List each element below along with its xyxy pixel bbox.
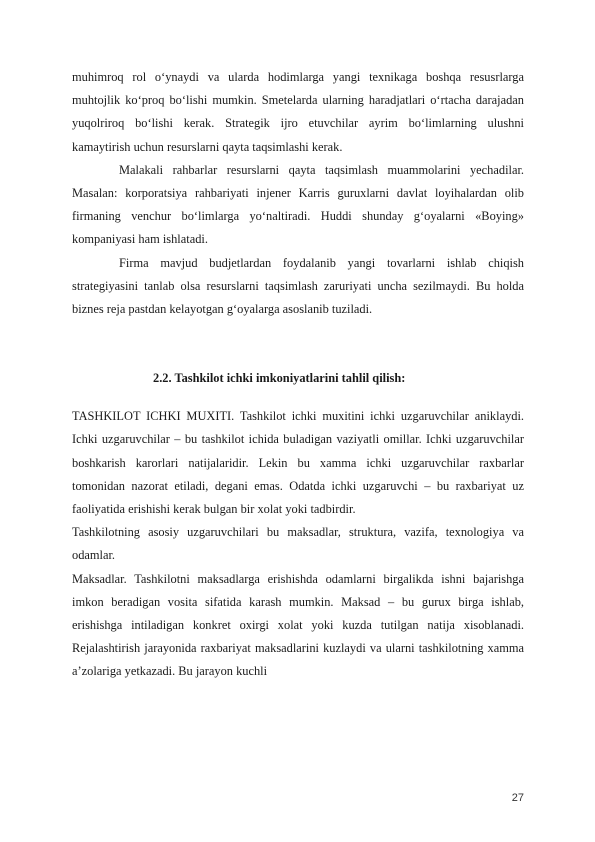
paragraph: Maksadlar. Tashkilotni maksadlarga erishishda odamlarni birgalikda ishni bajarishga imkon beradigan vosita sifatida karash mumkin. Maksad – bu gurux birga ishlab, erishishga intiladigan konkret oxirgi xolat yoki kuzda tutilgan natija xisoblanadi. Rejalashtirish jarayonida raxbariyat maksadlarini kuzlaydi va ularni tashkilotning xamma a’zolariga yetkazadi. Bu jarayon kuchli <box>72 571 524 679</box>
paragraph: muhimroq rol o‘ynaydi va ularda hodimlarga yangi texnikaga boshqa resusrlarga muhtojlik ko‘proq bo‘lishi mumkin. Smetelarda ularning haradjatlari o‘rtacha darajadan yuqolriroq bo‘lishi kerak. Strategik ijro etuvchilar ayrim bo‘limlarning ulushni kamaytirish uchun resurslarni qayta taqsimlashi kerak. <box>72 70 524 154</box>
paragraph: TASHKILOT ICHKI MUXITI. Tashkilot ichki muxitini ichki uzgaruvchilar aniklaydi. Ichki uzgaruvchilar – bu tashkilot ichida buladigan vaziyatli omillar. Ichki uzgaruvchilar boshkarish karorlari natijalaridir. Lekin bu xamma ichki uzgaruvchilar raxbarlar tomonidan nazorat etiladi, degani emas. Odatda ichki uzgaruvchi – bu raxbariyat uz faoliyatida erishishi kerak bulgan bir xolat yoki tadbirdir. <box>72 409 524 517</box>
page-number: 27 <box>511 792 524 804</box>
paragraph: Tashkilotning asosiy uzgaruvchilari bu maksadlar, struktura, vazifa, texnologiya va odamlar. <box>72 525 524 563</box>
paragraph: Firma mavjud budjetlardan foydalanib yangi tovarlarni ishlab chiqish strategiyasini tanlab olsa resurslarni taqsimlash zaruriyati uncha sezilmaydi. Bu holda biznes reja pastdan kelayotgan g‘oyalarga asoslanib tuziladi. <box>72 255 524 317</box>
paragraph: Malakali rahbarlar resurslarni qayta taqsimlash muammolarini yechadilar. Masalan: korporatsiya rahbariyati injener Karris guruxlarni davlat loyihalardan olib firmaning venchur bo‘limlarga yo‘naltiradi. Huddi shunday g‘oyalarni «Boying» kompaniyasi ham ishlatadi. <box>72 162 524 247</box>
document-page <box>72 66 524 684</box>
section-heading: 2.2. Tashkilot ichki imkoniyatlarini tahlil qilish: <box>153 371 406 386</box>
